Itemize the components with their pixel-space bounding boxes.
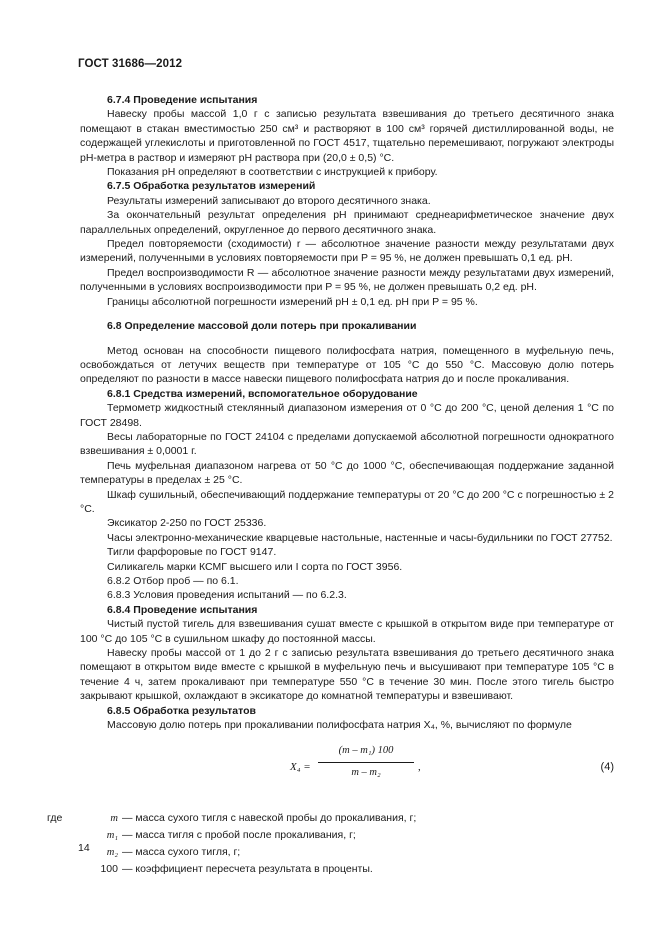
formula-trail: ,	[418, 761, 421, 774]
body-paragraph: Предел повторяемости (сходимости) r — абсолютное значение разности между результатами двух измерений, полученными в условиях повторяемости при P = 95 %, не должен превышать 0,1 ед. рН.	[80, 238, 614, 265]
body-paragraph: 6.8.3 Условия проведения испытаний — по 6.2.3.	[107, 589, 347, 602]
subsection-heading: 6.7.5 Обработка результатов измерений	[107, 180, 316, 193]
legend-row	[80, 844, 614, 861]
legend-description: — масса сухого тигля с навеской пробы до прокаливания, г;	[122, 812, 417, 825]
body-paragraph: Печь муфельная диапазоном нагрева от 50 °С до 1000 °С, обеспечивающая поддержание заданной температуры в пределах ± 25 °С.	[80, 459, 614, 487]
body-paragraph: Навеску пробы массой 1,0 г с записью результата взвешивания до третьего десятичного знака помещают в стакан вместимостью 250 см³ и растворяют в 100 см³ горячей дистиллированной воды, не содержащей углекислоты и приготовленной по ГОСТ 4517, тщательно перемешивают, погружают электроды рН-метра в раствор и измеряют рН раствора при (20,0 ± 0,5) °С.	[80, 108, 614, 164]
body-paragraph: Эксикатор 2-250 по ГОСТ 25336.	[107, 517, 267, 530]
page-number: 14	[78, 842, 90, 854]
body-paragraph: Массовую долю потерь при прокаливании полифосфата натрия X₄, %, вычисляют по формуле	[107, 719, 572, 732]
page-content	[47, 93, 614, 878]
body-paragraph: Тигли фарфоровые по ГОСТ 9147.	[107, 546, 277, 559]
fraction-bar	[318, 762, 414, 763]
legend-lead: где	[47, 812, 63, 825]
body-paragraph: Границы абсолютной погрешности измерений рН ± 0,1 ед. рН при P = 95 %.	[107, 295, 478, 308]
formula-numerator: (m – m₁) 100	[338, 745, 394, 757]
body-paragraph: Чистый пустой тигель для взвешивания сушат вместе с крышкой в открытом виде при температуре от 100 °С до 105 °С в сушильном шкафу до постоянной массы.	[80, 618, 614, 645]
legend-symbol: m	[110, 813, 118, 825]
body-paragraph: 6.8.2 Отбор проб — по 6.1.	[107, 575, 239, 587]
legend-description: — масса тигля с пробой после прокаливания, г;	[122, 829, 356, 842]
body-paragraph: Результаты измерений записывают до второго десятичного знака.	[107, 194, 431, 207]
legend-symbol: 100	[100, 863, 118, 876]
paragraphs	[80, 93, 614, 732]
body-paragraph: Часы электронно-механические кварцевые настольные, настенные и часы-будильники по ГОСТ 27752.	[107, 531, 613, 544]
legend-row	[80, 827, 614, 844]
section-heading: 6.8 Определение массовой доли потерь при прокаливании	[107, 320, 417, 333]
legend-symbol: m₂	[106, 847, 118, 859]
subsection-heading: 6.8.4 Проведение испытания	[107, 603, 258, 616]
legend-description: — коэффициент пересчета результата в проценты.	[122, 863, 373, 876]
body-paragraph: Силикагель марки КСМГ высшего или I сорта по ГОСТ 3956.	[107, 560, 403, 573]
legend-row	[47, 810, 614, 827]
body-paragraph: Весы лабораторные по ГОСТ 24104 с пределами допускаемой абсолютной погрешности однократного взвешивания ± 0,0001 г.	[80, 430, 614, 458]
formula-fraction	[316, 744, 416, 780]
body-paragraph: Метод основан на способности пищевого полифосфата натрия, помещенного в муфельную печь, освобождаться от летучих веществ при температуре от 105 °С до 550 °С. Массовую долю потерь определяют по разности в массе навески пищевого полифосфата натрия до и после прокаливания.	[80, 344, 614, 386]
legend-row	[80, 861, 614, 878]
body-paragraph: Предел воспроизводимости R — абсолютное значение разности между результатами двух измерений, полученными в условиях воспроизводимости при P = 95 %, не должен превышать 0,2 ед. рН.	[80, 266, 614, 294]
formula-legend	[47, 810, 614, 878]
formula-lhs: X₄ =	[290, 761, 311, 774]
subsection-heading: 6.8.1 Средства измерений, вспомогательное оборудование	[107, 387, 418, 400]
subsection-heading: 6.7.4 Проведение испытания	[107, 94, 258, 106]
formula-number: (4)	[600, 761, 614, 774]
document-code: ГОСТ 31686—2012	[78, 58, 183, 70]
formula-denominator: m – m₂	[351, 766, 381, 778]
legend-symbol: m₁	[106, 830, 118, 842]
formula-4	[80, 744, 614, 796]
body-paragraph: Термометр жидкостный стеклянный диапазоном измерения от 0 °С до 200 °С, ценой деления 1 °С по ГОСТ 28498.	[80, 402, 614, 429]
body-paragraph: За окончательный результат определения рН принимают среднеарифметическое значение двух параллельных определений, округленное до первого десятичного знака.	[80, 209, 614, 236]
legend-description: — масса сухого тигля, г;	[122, 846, 241, 859]
body-paragraph: Шкаф сушильный, обеспечивающий поддержание температуры от 20 °С до 200 °С с погрешностью ± 2 °С.	[80, 488, 614, 515]
body-paragraph: Показания рН определяют в соответствии с инструкцией к прибору.	[107, 166, 438, 179]
subsection-heading: 6.8.5 Обработка результатов	[107, 704, 256, 717]
body-paragraph: Навеску пробы массой от 1 до 2 г с записью результата взвешивания до третьего десятичного знака помещают в открытом виде вместе с крышкой в муфельную печь и высушивают при температуре 105 °С в течение 4 ч, затем прокаливают при температуре 550 °С в течение 30 мин. После этого тигель быстро закрывают крышкой, охлаждают в эксикаторе до комнатной температуры и взвешивают.	[80, 647, 614, 703]
